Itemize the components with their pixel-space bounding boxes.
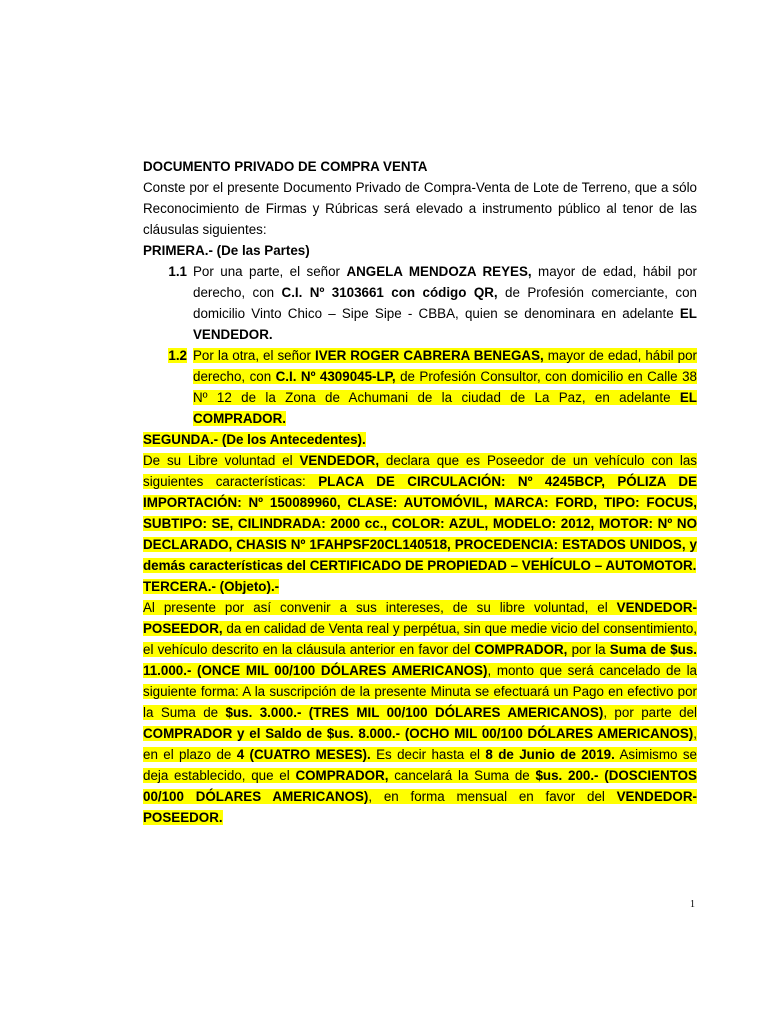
clause-1-2 (143, 345, 697, 429)
balance-amount: COMPRADOR y el Saldo de $us. 8.000.- (OCHO MIL 00/100 DÓLARES AMERICANOS) (143, 726, 694, 741)
clause-text (193, 261, 697, 345)
vehicle-details: PLACA DE CIRCULACIÓN: Nº 4245BCP, PÓLIZA DE IMPORTACIÓN: Nº 150089960, CLASE: AUTOMÓVIL, MARCA: FORD, TIPO: FOCUS, SUBTIPO: SE, CILINDRADA: 2000 cc., COLOR: AZUL, MODELO: 2012, MOTOR: Nº NO DECLARADO, CHASIS Nº 1FAHPSF20CL140518, PROCEDENCIA: ESTADOS UNIDOS, y demás características del CERTIFICADO DE PROPIEDAD – VEHÍCULO – AUTOMOTOR. (143, 474, 697, 573)
text-run: Por una parte, el señor (193, 264, 347, 279)
text-run: da en calidad de Venta real y perpétua, sin que medie vicio del consentimiento, el vehículo descrito en la cláusula anterior en favor del (143, 621, 697, 657)
text-run: por la (567, 642, 610, 657)
text-run: COMPRADOR, (474, 642, 568, 657)
text-run: 1.2 (168, 348, 187, 363)
document-body (143, 156, 697, 828)
buyer-role: EL COMPRADOR. (193, 390, 697, 426)
text-run: , en el plazo de (143, 726, 697, 762)
term-period: 4 (CUATRO MESES). (236, 747, 371, 762)
text-run: , monto que será cancelado de la siguiente forma: A la suscripción de la presente Minuta se efectuará un Pago en efectivo por la Suma de (143, 663, 697, 720)
clause-segunda-heading (143, 429, 697, 450)
text-run: Es decir hasta el (370, 747, 486, 762)
text-run: mayor de edad, hábil por derecho, con (193, 348, 698, 384)
text-run: de Profesión Consultor, con domicilio en Calle 38 Nº 12 de la Zona de Achumani de la ciudad de La Paz, en adelante (193, 369, 697, 405)
document-title: DOCUMENTO PRIVADO DE COMPRA VENTA (143, 159, 428, 174)
seller-id: C.I. Nº 3103661 con código QR, (281, 285, 498, 300)
seller-role: EL VENDEDOR. (193, 306, 697, 342)
text-run: Por la otra, el señor (193, 348, 315, 363)
sale-amount: Suma de $us. 11.000.- (ONCE MIL 00/100 DÓLARES AMERICANOS) (143, 642, 697, 678)
text-run: , por parte del (603, 705, 697, 720)
clause-number (143, 345, 193, 429)
text-run: COMPRADOR, (295, 768, 389, 783)
text-run: de Profesión comerciante, con domicilio Vinto Chico – Sipe Sipe - CBBA, quien se denominara en adelante (193, 285, 697, 321)
text-run: VENDEDOR, (299, 453, 380, 468)
text-run: TERCERA.- (Objeto).- (143, 579, 280, 594)
down-payment: $us. 3.000.- (TRES MIL 00/100 DÓLARES AMERICANOS) (225, 705, 604, 720)
text-run: cancelará la Suma de (388, 768, 536, 783)
clause-text (193, 345, 697, 429)
text-run: SEGUNDA.- (De los Antecedentes). (143, 432, 366, 447)
text-run: declara que es Poseedor de un vehículo con las siguientes características: (143, 453, 697, 489)
text-run: mayor de edad, hábil por derecho, con (193, 264, 697, 300)
clause-tercera-heading (143, 576, 697, 597)
text-run: VENDEDOR-POSEEDOR. (143, 789, 697, 825)
text-run: Asimismo se deja establecido, que el (143, 747, 697, 783)
monthly-payment: $us. 200.- (DOSCIENTOS 00/100 DÓLARES AMERICANOS) (143, 768, 697, 804)
clause-segunda-text (143, 450, 697, 576)
due-date: 8 de Junio de 2019. (485, 747, 615, 762)
text-run: VENDEDOR-POSEEDOR, (143, 600, 697, 636)
page-number: 1 (690, 899, 695, 910)
text-run: De su Libre voluntad el (143, 453, 300, 468)
text-run: , en forma mensual en favor del (368, 789, 617, 804)
buyer-name: IVER ROGER CABRERA BENEGAS, (314, 348, 544, 363)
intro-paragraph: Conste por el presente Documento Privado de Compra-Venta de Lote de Terreno, que a sólo Reconocimiento de Firmas y Rúbricas será elevado a instrumento público al tenor de las cláusulas siguientes: (143, 180, 697, 237)
clause-tercera-text (143, 597, 697, 828)
clause-number: 1.1 (168, 264, 187, 279)
seller-name: ANGELA MENDOZA REYES, (346, 264, 532, 279)
buyer-id: C.I. Nº 4309045-LP, (275, 369, 396, 384)
clause-1-1 (143, 261, 697, 345)
text-run: Al presente por así convenir a sus intereses, de su libre voluntad, el (143, 600, 617, 615)
clause-primera-heading: PRIMERA.- (De las Partes) (143, 243, 310, 258)
